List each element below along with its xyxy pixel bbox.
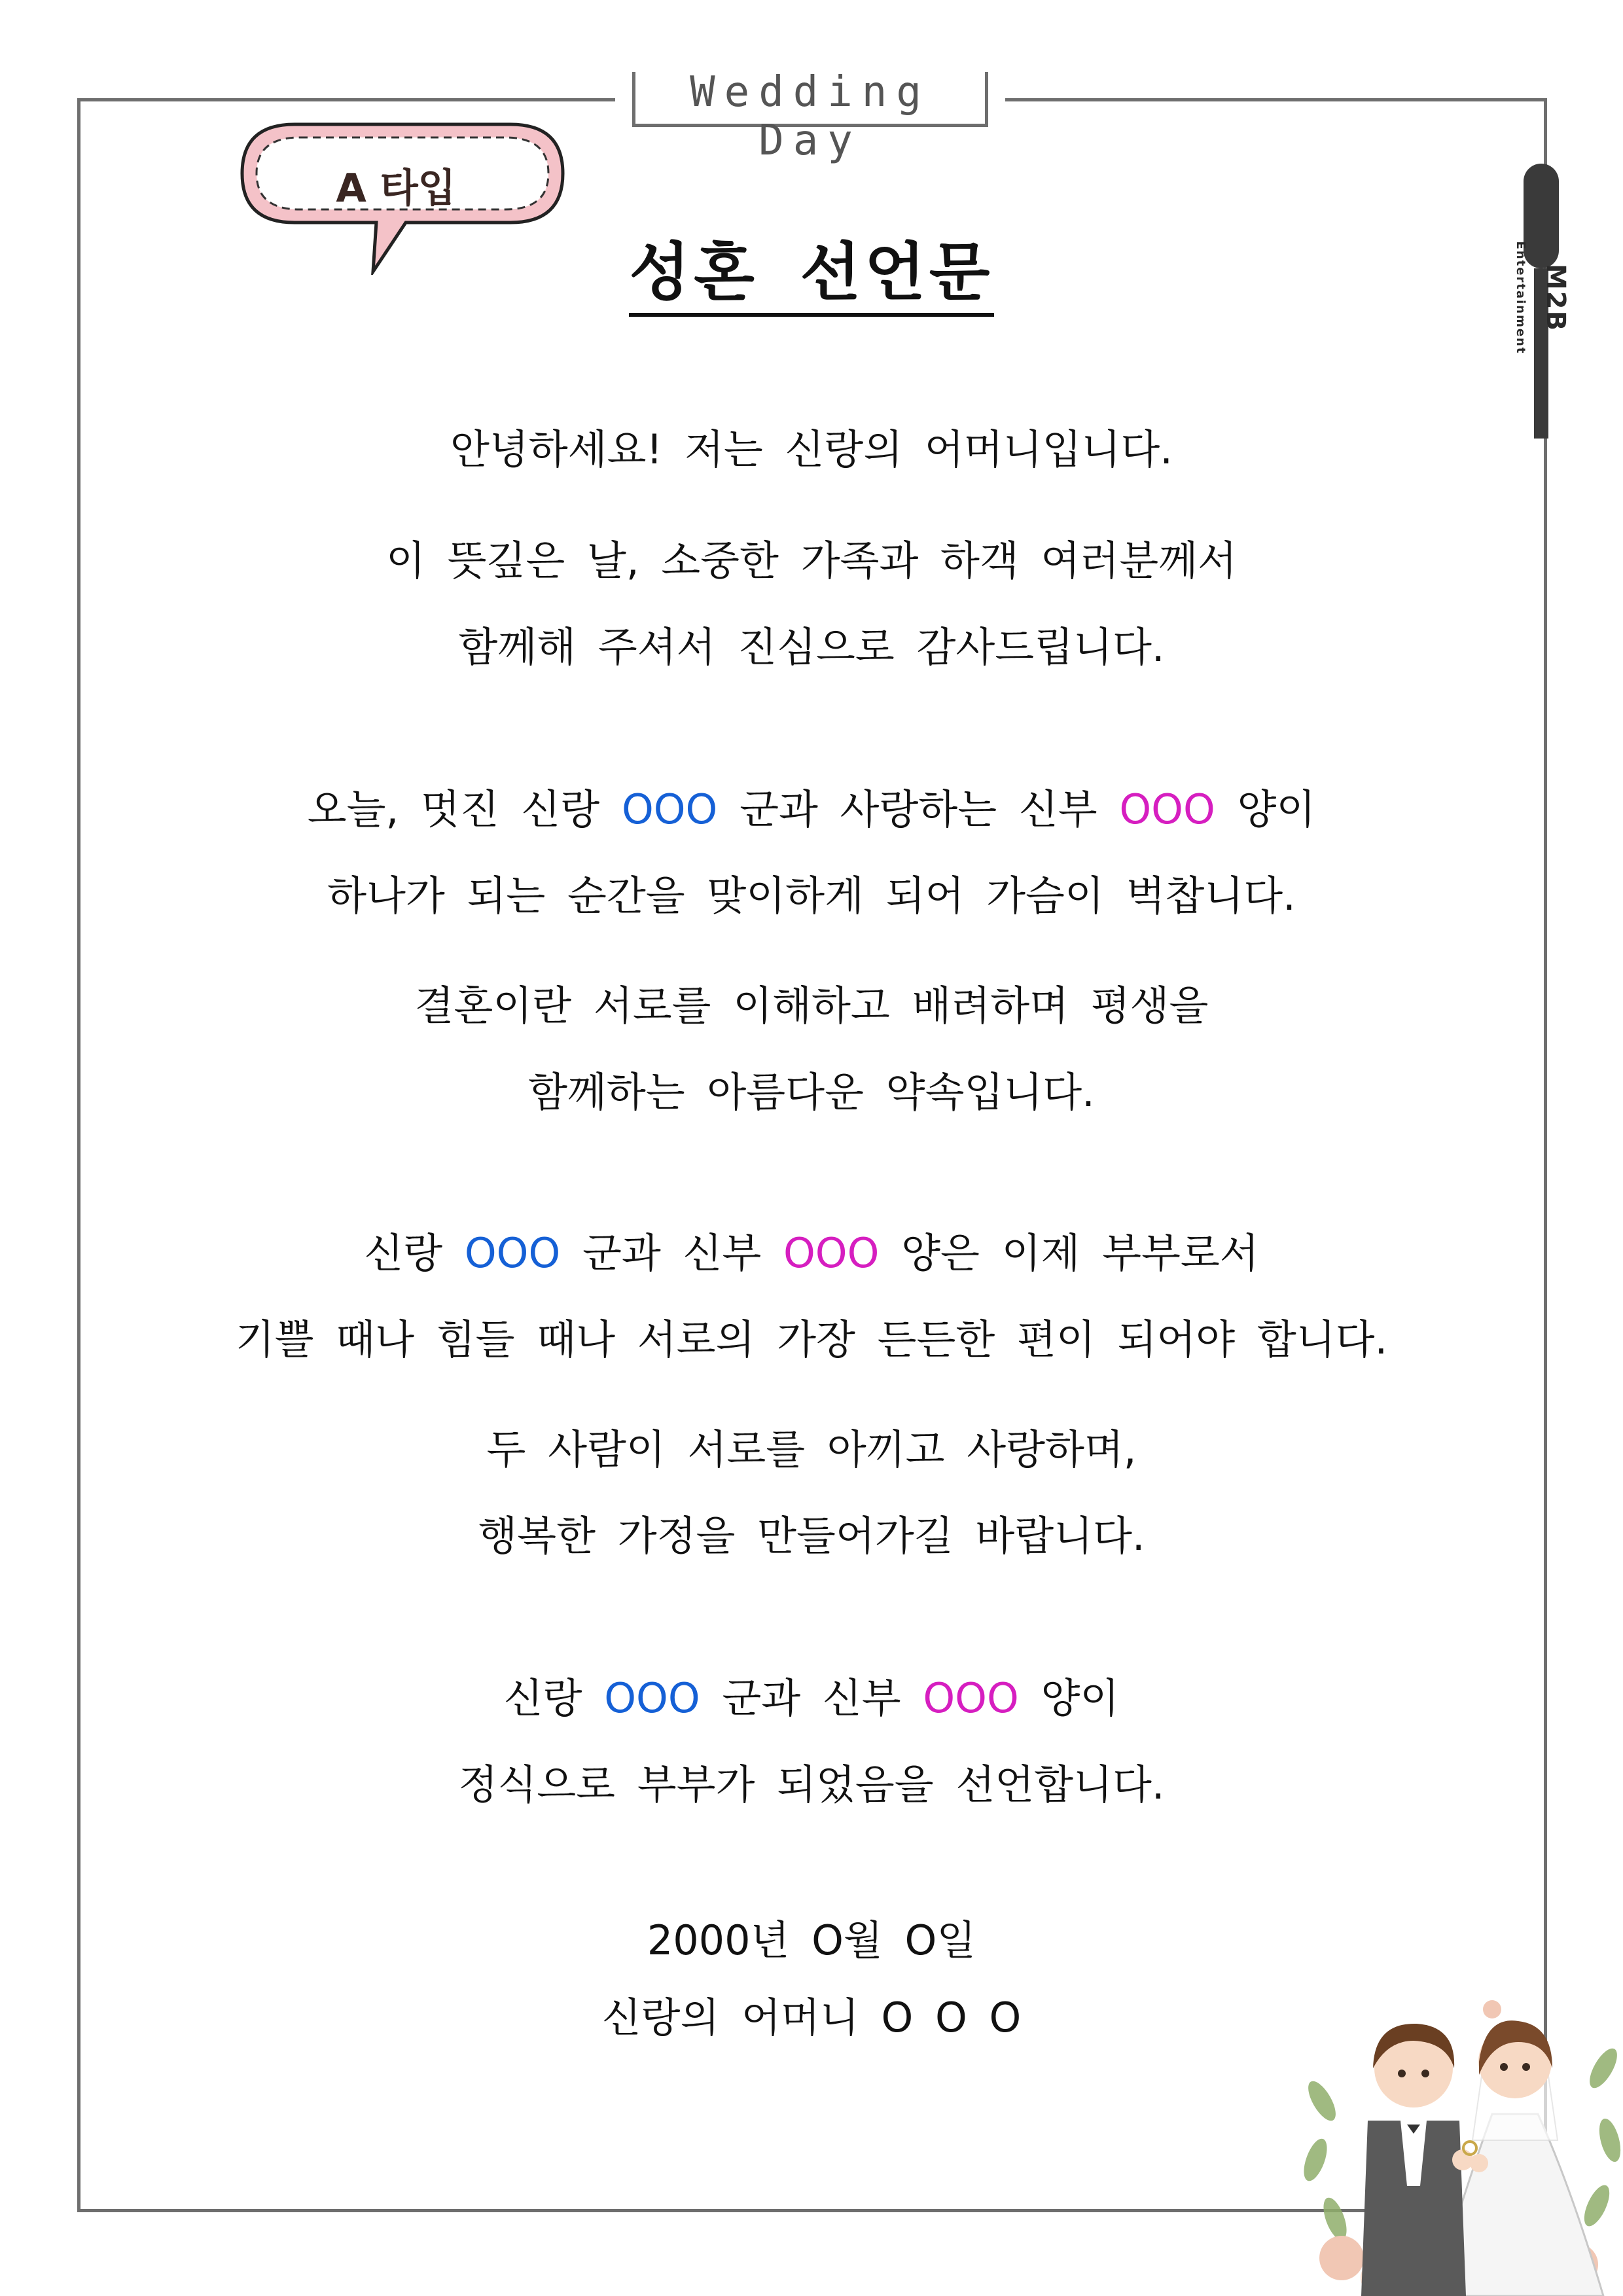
today-middle: 군과 사랑하는 신부 [740,785,1097,833]
today-prefix: 오늘, 멋진 신랑 [307,785,600,833]
header-title: Wedding Day [690,68,931,165]
couple-line-2: 기쁠 때나 힘들 때나 서로의 가장 든든한 편이 되어야 합니다. [235,1316,1388,1363]
logo-sub: Entertainment [1514,241,1527,355]
couple-line-1 [0,1229,1623,1277]
badge-label: A 타입 [336,166,456,211]
document-title-text: 성혼 선언문 [629,236,993,317]
thanks-line-1: 이 뜻깊은 날, 소중한 가족과 하객 여러분께서 [385,537,1237,584]
declare-line-2: 정식으로 부부가 되었음을 선언합니다. [458,1761,1165,1808]
wish-line-2: 행복한 가정을 만들어가길 바랍니다. [478,1512,1145,1560]
wish-line-1: 두 사람이 서로를 아끼고 사랑하며, [486,1426,1137,1473]
groom-name-placeholder: OOO [464,1229,561,1277]
thanks-line-2: 함께해 주셔서 진심으로 감사드립니다. [458,623,1165,671]
groom-name-placeholder: OOO [604,1674,700,1722]
declare-prefix: 신랑 [503,1674,582,1722]
declare-line-1 [0,1674,1623,1722]
marriage-line-2: 함께하는 아름다운 약속입니다. [528,1068,1095,1116]
declare-suffix: 양이 [1041,1674,1120,1722]
bride-name-placeholder: OOO [923,1674,1019,1722]
signature-line: 신랑의 어머니 O O O [601,1994,1022,2041]
groom-name-placeholder: OOO [621,785,718,833]
date-line: 2000년 O월 O일 [647,1916,976,1964]
today-line-1 [0,785,1623,833]
today-line-2: 하나가 되는 순간을 맞이하게 되어 가슴이 벅찹니다. [327,872,1296,920]
couple-middle: 군과 신부 [582,1229,762,1277]
bride-name-placeholder: OOO [783,1229,880,1277]
today-suffix: 양이 [1237,785,1316,833]
greeting-line: 안녕하세요! 저는 신랑의 어머니입니다. [450,425,1173,473]
page-frame [77,98,1547,2212]
couple-prefix: 신랑 [364,1229,443,1277]
couple-suffix: 양은 이제 부부로서 [901,1229,1259,1277]
logo-main: M2B [1541,263,1571,332]
document-title [0,223,1623,312]
wedding-couple-illustration-icon [1296,1970,1623,2296]
bride-name-placeholder: OOO [1119,785,1215,833]
marriage-line-1: 결혼이란 서로를 이해하고 배려하며 평생을 [414,982,1209,1030]
declare-middle: 군과 신부 [722,1674,901,1722]
